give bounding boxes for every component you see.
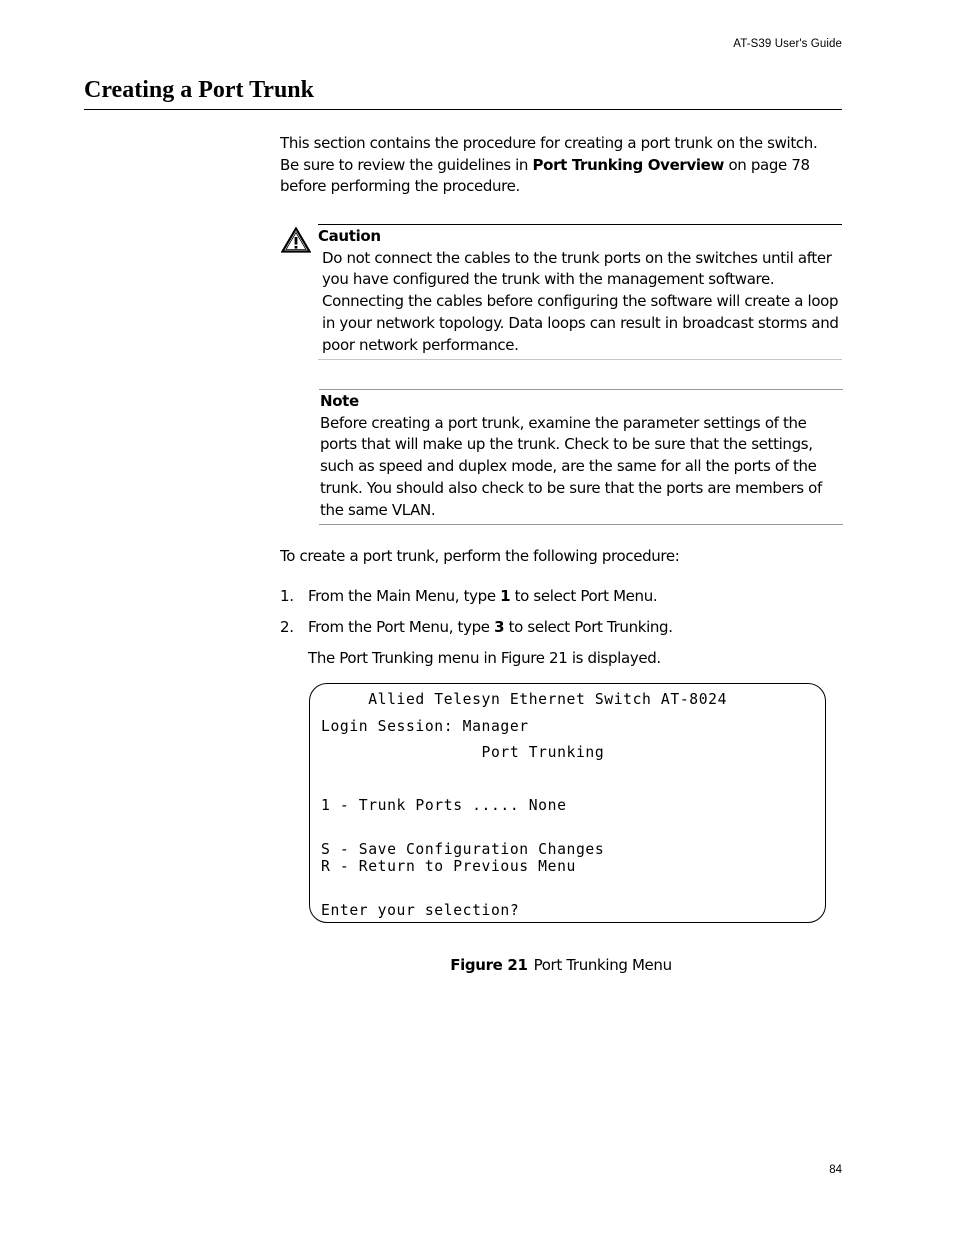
note-box xyxy=(319,389,843,525)
terminal-line-banner: Allied Telesyn Ethernet Switch AT-8024 xyxy=(321,691,728,708)
procedure-step-2 xyxy=(280,617,673,639)
caution-text: Do not connect the cables to the trunk ports on the switches until after you have configured the trunk with the management software. Connecting the cables before configuring the software will create a loop in your network topology. Data loops can result in broadcast storms and poor network performance. xyxy=(322,248,839,354)
title-rule xyxy=(84,109,842,110)
step-number: 1. xyxy=(280,587,294,605)
procedure-step-1 xyxy=(280,586,657,608)
caution-label: Caution xyxy=(318,227,381,245)
figure-label: Figure 21 xyxy=(450,956,528,974)
page-number: 84 xyxy=(829,1164,842,1176)
figure-caption xyxy=(0,956,954,974)
terminal-line-option-return: R - Return to Previous Menu xyxy=(321,858,576,875)
terminal-line-session: Login Session: Manager xyxy=(321,718,529,735)
terminal-line-menu-title: Port Trunking xyxy=(321,744,605,761)
step-number: 2. xyxy=(280,618,294,636)
caution-box xyxy=(318,224,842,360)
step-text-after: to select Port Menu. xyxy=(510,587,658,605)
step-key: 1 xyxy=(500,587,511,605)
intro-text-after: on page 78 before performing the procedure. xyxy=(280,155,810,196)
procedure-intro: To create a port trunk, perform the following procedure: xyxy=(280,547,680,565)
note-label: Note xyxy=(320,392,359,410)
terminal-screen xyxy=(309,683,826,923)
note-text: Before creating a port trunk, examine the parameter settings of the ports that will make up the trunk. Check to be sure that the settings, such as speed and duplex mode, are the same for all the ports of the trunk. You should also check to be sure that the ports are members of the same VLAN. xyxy=(320,413,822,519)
warning-triangle-icon xyxy=(281,227,311,253)
cross-reference: Port Trunking Overview xyxy=(532,155,725,174)
section-title: Creating a Port Trunk xyxy=(84,77,315,103)
step-text-before: From the Port Menu, type xyxy=(308,618,495,636)
terminal-line-option-trunk-ports: 1 - Trunk Ports ..... None xyxy=(321,797,567,814)
running-header: AT-S39 User's Guide xyxy=(733,38,842,50)
figure-caption-text: Port Trunking Menu xyxy=(533,956,672,974)
step-text-after: to select Port Trunking. xyxy=(504,618,673,636)
terminal-line-option-save: S - Save Configuration Changes xyxy=(321,841,605,858)
intro-text-before: This section contains the procedure for creating a port trunk on the switch. Be sure to review the guidelines in xyxy=(280,134,818,174)
terminal-line-prompt: Enter your selection? xyxy=(321,902,520,919)
intro-paragraph xyxy=(280,133,840,198)
step-text-before: From the Main Menu, type xyxy=(308,587,501,605)
step-key: 3 xyxy=(494,618,505,636)
procedure-result: The Port Trunking menu in Figure 21 is displayed. xyxy=(308,649,661,667)
